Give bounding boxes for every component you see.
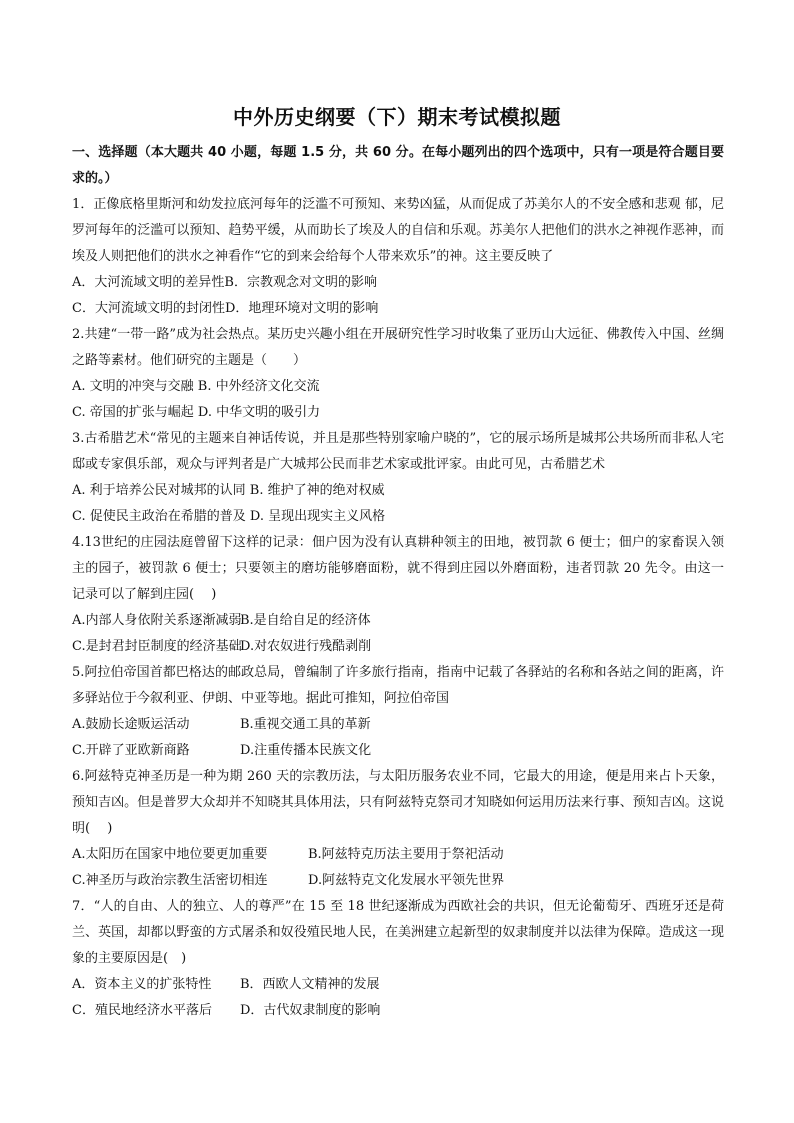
option-d: D. 中华文明的吸引力: [197, 405, 321, 420]
option-row: [72, 998, 724, 1024]
section-heading: 一、选择题（本大题共 40 小题，每题 1.5 分，共 60 分。在每小题列出的四个选项中，只有一项是符合题目要求的。）: [72, 145, 724, 186]
option-row: [72, 868, 724, 894]
option-d: D．地理环境对文明的影响: [224, 301, 379, 316]
option-a: A．资本主义的扩张特性: [72, 977, 212, 992]
option-a: A. 利于培养公民对城邦的认同: [72, 483, 246, 498]
option-row: [72, 504, 724, 530]
option-row: [72, 738, 724, 764]
option-c: C. 帝国的扩张与崛起: [72, 405, 194, 420]
option-row: [72, 634, 724, 660]
option-d: D．古代奴隶制度的影响: [240, 1003, 381, 1018]
option-c: C．殖民地经济水平落后: [72, 1003, 212, 1018]
option-d: D.注重传播本民族文化: [240, 743, 372, 758]
option-d: D.阿兹特克文化发展水平领先世界: [308, 873, 505, 888]
question-stem: 2.共建“一带一路”成为社会热点。某历史兴趣小组在开展研究性学习时收集了亚历山大远征、佛教传入中国、丝绸之路等素材。他们研究的主题是（ ）: [72, 327, 724, 368]
option-a: A．大河流域文明的差异性: [72, 275, 225, 290]
option-row: [72, 842, 724, 868]
option-row: [72, 712, 724, 738]
option-row: [72, 374, 724, 400]
option-b: B．西欧人文精神的发展: [240, 977, 380, 992]
option-a: A.鼓励长途贩运活动: [72, 717, 190, 732]
question-stem: 6.阿兹特克神圣历是一种为期 260 天的宗教历法，与太阳历服务农业不同，它最大的用途，便是用来占卜天象，预知吉凶。但是普罗大众却并不知晓其具体用法，只有阿兹特克祭司才知晓如何运用历法来行事、预知吉凶。这说明( ): [72, 769, 724, 836]
option-a: A.太阳历在国家中地位要更加重要: [72, 847, 268, 862]
question-stem: 4.13世纪的庄园法庭曾留下这样的记录：佃户因为没有认真耕种领主的田地，被罚款 6 便士；佃户的家畜误入领主的园子，被罚款 6 便士；只要领主的磨坊能够磨面粉，就不得到庄园以外磨面粉，违者罚款 20 先令。由这一记录可以了解到庄园( ): [72, 535, 724, 602]
option-b: B.重视交通工具的革新: [240, 717, 371, 732]
option-b: B．宗教观念对文明的影响: [224, 275, 377, 290]
question-1: [72, 192, 724, 322]
option-row: [72, 608, 724, 634]
question-7: [72, 894, 724, 1024]
option-row: [72, 270, 724, 296]
option-b: B. 中外经济文化交流: [197, 379, 320, 394]
option-b: B. 维护了神的绝对权威: [249, 483, 385, 498]
page-title: 中外历史纲要（下）期末考试模拟题: [233, 105, 561, 129]
option-c: C. 促使民主政治在希腊的普及: [72, 509, 246, 524]
option-b: B.是自给自足的经济体: [240, 613, 371, 628]
option-row: [72, 972, 724, 998]
option-row: [72, 296, 724, 322]
option-row: [72, 478, 724, 504]
question-list: [72, 192, 724, 1024]
question-4: [72, 530, 724, 660]
question-stem: 7．“人的自由、人的独立、人的尊严”在 15 至 18 世纪逐渐成为西欧社会的共识，但无论葡萄牙、西班牙还是荷兰、英国，却都以野蛮的方式屠杀和奴役殖民地人民，在美洲建立起新型的奴隶制度并以法律为保障。造成这一现象的主要原因是( ): [72, 899, 724, 966]
question-3: [72, 426, 724, 530]
question-6: [72, 764, 724, 894]
question-2: [72, 322, 724, 426]
option-c: C.神圣历与政治宗教生活密切相连: [72, 873, 268, 888]
question-stem: 1．正像底格里斯河和幼发拉底河每年的泛滥不可预知、来势凶猛，从而促成了苏美尔人的不安全感和悲观 郁，尼罗河每年的泛滥可以预知、趋势平缓，从而助长了埃及人的自信和乐观。苏美尔人把他们的洪水之神视作恶神，而埃及人则把他们的洪水之神看作“它的到来会给每个人带来欢乐”的神。这主要反映了: [72, 197, 724, 264]
option-row: [72, 400, 724, 426]
option-c: C.开辟了亚欧新商路: [72, 743, 190, 758]
question-5: [72, 660, 724, 764]
option-d: D.对农奴进行残酷剥削: [240, 639, 372, 654]
option-a: A.内部人身依附关系逐渐减弱: [72, 613, 242, 628]
option-d: D. 呈现出现实主义风格: [249, 509, 386, 524]
option-c: C.是封君封臣制度的经济基础: [72, 639, 242, 654]
option-a: A. 文明的冲突与交融: [72, 379, 194, 394]
option-b: B.阿兹特克历法主要用于祭祀活动: [308, 847, 504, 862]
option-c: C．大河流域文明的封闭性: [72, 301, 225, 316]
question-stem: 3.古希腊艺术“常见的主题来自神话传说，并且是那些特别家喻户晓的”，它的展示场所是城邦公共场所而非私人宅邸或专家俱乐部，观众与评判者是广大城邦公民而非艺术家或批评家。由此可见，古希腊艺术: [72, 431, 724, 472]
question-stem: 5.阿拉伯帝国首都巴格达的邮政总局，曾编制了许多旅行指南，指南中记载了各驿站的名称和各站之间的距离，许多驿站位于今叙利亚、伊朗、中亚等地。据此可推知，阿拉伯帝国: [72, 665, 724, 706]
